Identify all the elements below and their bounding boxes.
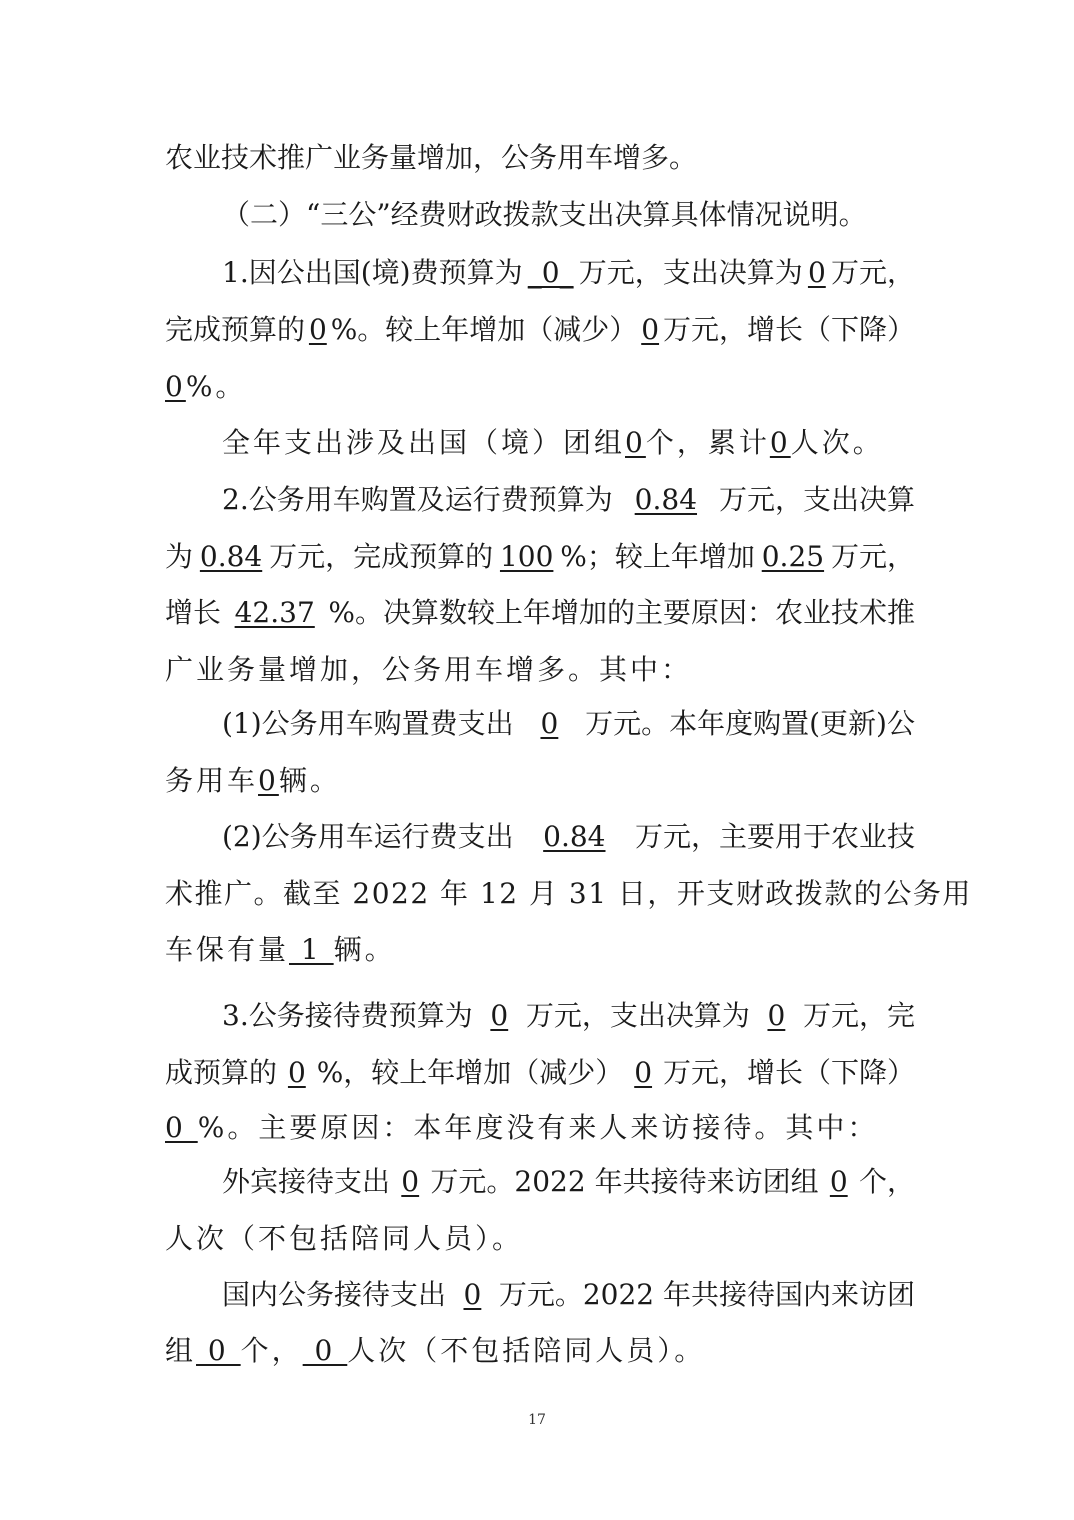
text-segment: 增长 xyxy=(165,596,222,629)
paragraph-line-18 xyxy=(165,1108,915,1148)
value-completion-vehicle: 100 xyxy=(499,540,554,573)
text-line: 人次（不包括陪同人员）。 xyxy=(165,1222,524,1255)
text-segment: 万元。本年度购置(更新)公 xyxy=(585,707,915,740)
text-segment: 万元，增长（下降） xyxy=(662,1056,915,1089)
text-segment: (1)公务用车购置费支出 xyxy=(222,707,514,740)
value-operating-cost: 0.84 xyxy=(543,820,606,853)
value-growth-abroad: 0 xyxy=(165,370,186,403)
paragraph-line-22 xyxy=(165,1331,915,1371)
text-segment: 个， xyxy=(858,1165,915,1198)
text-segment: 万元。2022 年共接待国内来访团 xyxy=(498,1278,915,1311)
text-segment: %。决算数较上年增加的主要原因：农业技术推 xyxy=(328,596,915,629)
heading-text: （二）“三公”经费财政拨款支出决算具体情况说明。 xyxy=(222,198,867,231)
value-budget-abroad: _0_ xyxy=(527,256,574,289)
text-segment: 万元，支出决算为 xyxy=(578,256,803,289)
value-domestic-persons: 0 xyxy=(302,1334,348,1367)
text-segment: 万元，完成预算的 xyxy=(269,540,494,573)
paragraph-line-21 xyxy=(222,1275,915,1315)
value-change-abroad: 0 xyxy=(641,313,660,346)
text-segment: 万元， xyxy=(830,256,915,289)
text-segment: 万元，支出决算为 xyxy=(525,999,750,1032)
paragraph-line-11 xyxy=(222,704,915,744)
text-segment: 成预算的 xyxy=(165,1056,278,1089)
value-vehicles-purchased: 0 xyxy=(258,764,279,797)
value-domestic-groups: 0 xyxy=(196,1334,241,1367)
text-segment: 万元，主要用于农业技 xyxy=(634,820,915,853)
paragraph-line-17 xyxy=(165,1053,915,1093)
value-vehicles-held: 1 xyxy=(289,933,334,966)
text-segment: 全年支出涉及出国（境）团组 xyxy=(222,426,626,459)
value-actual-vehicle: 0.84 xyxy=(199,540,263,573)
text-segment: %。 xyxy=(185,370,247,403)
text-segment: 组 xyxy=(165,1334,197,1367)
text-segment: 完成预算的 xyxy=(165,313,306,346)
text-line: 术推广。截至 2022 年 12 月 31 日，开支财政拨款的公务用 xyxy=(165,877,972,910)
text-segment: 万元， xyxy=(830,540,915,573)
paragraph-line-3 xyxy=(222,253,915,293)
text-segment: %。较上年增加（减少） xyxy=(330,313,638,346)
value-growth-reception: 0 xyxy=(165,1111,198,1144)
paragraph-line-19 xyxy=(222,1162,915,1202)
section-heading xyxy=(222,195,915,235)
paragraph-line-13 xyxy=(222,817,915,857)
value-actual-reception: 0 xyxy=(767,999,786,1032)
text-segment: 务用车 xyxy=(165,764,259,797)
text-segment: 人次（不包括陪同人员）。 xyxy=(347,1334,706,1367)
text-segment: 为 xyxy=(165,540,194,573)
paragraph-line-12 xyxy=(165,761,915,801)
text-segment: 个，累计 xyxy=(645,426,770,459)
paragraph-line-5 xyxy=(165,367,915,407)
text-segment: 外宾接待支出 xyxy=(222,1165,391,1198)
text-segment: (2)公务用车运行费支出 xyxy=(222,820,514,853)
paragraph-line-9 xyxy=(165,593,915,633)
text-segment: 车保有量 xyxy=(165,933,290,966)
text-segment: 万元，增长（下降） xyxy=(662,313,915,346)
text-segment: 辆。 xyxy=(278,764,341,797)
paragraph-line-16 xyxy=(222,996,915,1036)
value-persons-abroad: 0 xyxy=(769,426,791,459)
text-line: 农业技术推广业务量增加，公务用车增多。 xyxy=(165,141,698,174)
text-segment: %；较上年增加 xyxy=(560,540,755,573)
value-completion-reception: 0 xyxy=(287,1056,306,1089)
paragraph-line-14 xyxy=(165,874,972,914)
paragraph-line-4 xyxy=(165,310,915,350)
paragraph-line-20 xyxy=(165,1219,915,1259)
text-line: 广业务量增加，公务用车增多。其中： xyxy=(165,653,693,686)
value-completion-abroad: 0 xyxy=(308,313,327,346)
value-budget-vehicle: 0.84 xyxy=(634,483,698,516)
paragraph-line-7 xyxy=(222,480,915,520)
value-groups-abroad: 0 xyxy=(625,426,646,459)
text-segment: 辆。 xyxy=(333,933,396,966)
text-segment: 2.公务用车购置及运行费预算为 xyxy=(222,483,613,516)
text-segment: 1.因公出国(境)费预算为 xyxy=(222,256,523,289)
text-segment: 个， xyxy=(240,1334,303,1367)
paragraph-line-15 xyxy=(165,930,915,970)
text-segment: 万元，完 xyxy=(802,999,915,1032)
value-growth-vehicle: 42.37 xyxy=(234,596,315,629)
paragraph-line-8 xyxy=(165,537,915,577)
value-foreign-reception-cost: 0 xyxy=(401,1165,420,1198)
value-domestic-reception-cost: 0 xyxy=(463,1278,482,1311)
text-segment: %。主要原因：本年度没有来人来访接待。其中： xyxy=(197,1111,879,1144)
paragraph-line-1 xyxy=(165,138,725,178)
text-segment: 国内公务接待支出 xyxy=(222,1278,447,1311)
page-number: 17 xyxy=(528,1412,546,1428)
text-segment: 万元，支出决算 xyxy=(718,483,915,516)
text-segment: 人次。 xyxy=(790,426,884,459)
value-change-reception: 0 xyxy=(634,1056,653,1089)
value-foreign-groups: 0 xyxy=(829,1165,848,1198)
value-purchase-cost: 0 xyxy=(540,707,559,740)
paragraph-line-6 xyxy=(222,423,915,463)
value-increase-vehicle: 0.25 xyxy=(761,540,825,573)
value-actual-abroad: 0 xyxy=(807,256,826,289)
paragraph-line-10 xyxy=(165,650,915,690)
value-budget-reception: 0 xyxy=(490,999,509,1032)
text-segment: 3.公务接待费预算为 xyxy=(222,999,473,1032)
text-segment: %，较上年增加（减少） xyxy=(316,1056,624,1089)
text-segment: 万元。2022 年共接待来访团组 xyxy=(430,1165,819,1198)
